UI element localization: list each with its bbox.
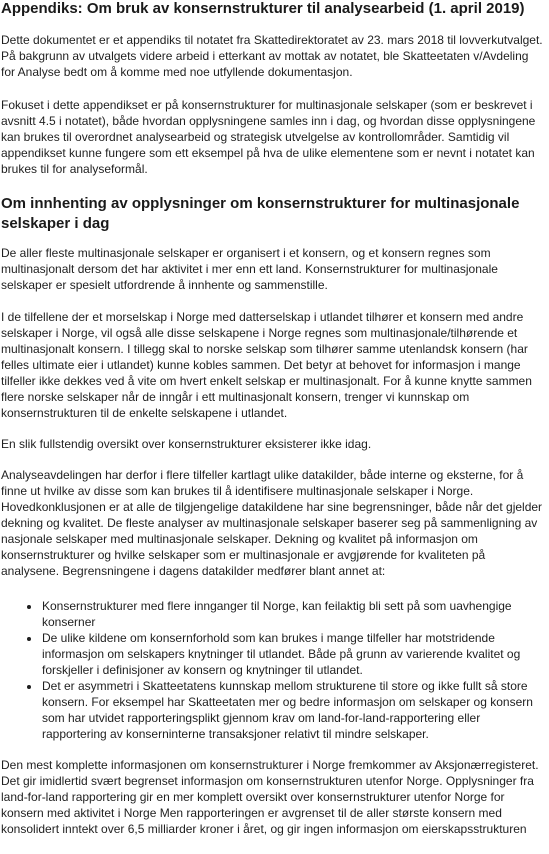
body-paragraph: Analyseavdelingen har derfor i flere tilfeller kartlagt ulike datakilder, både interne og eksterne, for å finne ut hvilke av disse som kan brukes til å identifisere multinasjonale selskaper i Norge. Hovedkonklusjonen er at alle de tilgjengelige datakildene har sine begrensninger, både når det gjelder dekning og kvalitet. De fleste analyser av multinasjonale selskaper baserer seg på sammenligning av nasjonale selskaper med multinasjonale selskaper. Dekning og kvalitet på informasjon om konsernstrukturer og hvilke selskaper som er multinasjonale er avgjørende for kvaliteten på analysene. Begrensningene i dagens datakilder medfører blant annet at: <box>1 468 543 578</box>
body-paragraph: I de tilfellene der et morselskap i Norge med datterselskap i utlandet tilhører et konsern med andre selskaper i Norge, vil også alle disse selskapene i Norge regnes som multinasjonale/tilhørende et multinasjonalt konsern. I tillegg skal to norske selskap som tilhører samme utenlandsk konsern (har felles ultimate eier i utlandet) kunne kobles sammen. Det betyr at behovet for informasjon i mange tilfeller ikke dekkes ved å vite om hvert enkelt selskap er multinasjonalt. For å kunne knytte sammen flere norske selskaper når de inngår i ett multinasjonalt konsern, trenger vi kunnskap om konsernstrukturen til de enkelte selskapene i utlandet. <box>1 310 532 420</box>
list-item: • De ulike kildene om konsernforhold som kan brukes i mange tilfeller har motstridende informasjon om selskapers knytninger til utlandet. Både på grunn av varierende kvalitet og forskjeller i definisjoner av konsern og knytninger til utlandet. <box>41 630 543 678</box>
intro-paragraph: Dette dokumentet er et appendiks til notatet fra Skattedirektoratet av 23. mars 2018 til lovverkutvalget. På bakgrunn av utvalgets videre arbeid i etterkant av mottak av notatet, ble Skatteetaten v/Avdeling for Analyse bedt om å komme med noe utfyllende dokumentasjon. <box>1 33 543 79</box>
list-item: • Det er asymmetri i Skatteetatens kunnskap mellom strukturene til store og ikke fullt så store konsern. For eksempel har Skatteetaten mer og bedre informasjon om selskaper og konsern som har utvidet rapporteringsplikt gjennom krav om land-for-land-rapportering eller rapportering av konserninterne transaksjoner relativt til mindre selskaper. <box>41 678 543 742</box>
body-paragraph: Den mest komplette informasjonen om konsernstrukturer i Norge fremkommer av Aksjonærregisteret. Det gir imidlertid svært begrenset informasjon om konsernstrukturen utenfor Norge. Opplysninger fra land-for-land rapportering gir en mer komplett oversikt over konsernstrukturer utenfor Norge for konsern med aktivitet i Norge Men rapporteringen er avgrenset til de aller største konsern med konsolidert inntekt over 6,5 milliarder kroner i året, og gir ingen informasjon om eierskapsstrukturen <box>1 758 539 836</box>
body-paragraph: En slik fullstendig oversikt over konsernstrukturer eksisterer ikke idag. <box>1 437 372 451</box>
page-title: Appendiks: Om bruk av konsernstrukturer til analysearbeid (1. april 2019) <box>1 0 525 17</box>
body-paragraph: De aller fleste multinasjonale selskaper er organisert i et konsern, og et konsern regnes som multinasjonalt dersom det har aktivitet i mer enn ett land. Konsernstrukturer for multinasjonale selskaper er spesielt utfordrende å innhente og sammenstille. <box>1 246 498 292</box>
section-heading: Om innhenting av opplysninger om konsernstrukturer for multinasjonale selskaper i dag <box>1 195 520 232</box>
list-item: • Konsernstrukturer med flere innganger til Norge, kan feilaktig bli sett på som uavhengige konserner <box>41 598 543 630</box>
bullet-list <box>1 598 543 742</box>
intro-paragraph: Fokuset i dette appendikset er på konsernstrukturer for multinasjonale selskaper (som er beskrevet i avsnitt 4.5 i notatet), både hvordan opplysningene samles inn i dag, og hvordan disse opplysningene kan brukes til overordnet analysearbeid og strategisk utvelgelse av kontrollområder. Samtidig vil appendikset kunne fungere som ett eksempel på hva de ulike elementene som er nevnt i notatet kan brukes til for analyseformål. <box>1 98 536 176</box>
